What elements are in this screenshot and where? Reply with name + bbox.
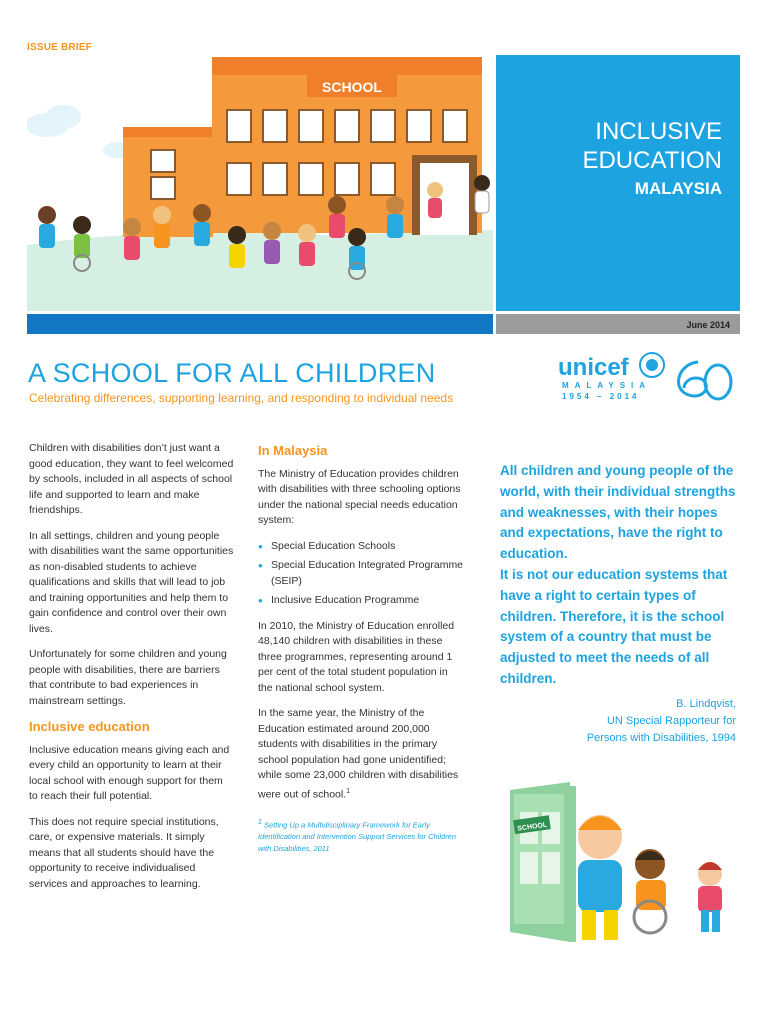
footnote-ref: 1 <box>346 787 351 795</box>
col1-paragraph-4: Inclusive education means giving each and every child an opportunity to learn at their local school with enough support for them to reach their full potential. <box>29 743 230 802</box>
col2-paragraph-3 <box>258 706 464 803</box>
unicef-wordmark: unicef <box>558 354 629 381</box>
heading-in-malaysia: In Malaysia <box>258 443 328 458</box>
unicef-logo <box>558 348 738 406</box>
blue-divider-bar <box>27 314 493 334</box>
col1-paragraph-1: Children with disabilities don’t just want a good education, they want to feel welcomed by schools, included in all aspects of school life and supported to learn and make friendships. <box>29 442 234 516</box>
quote-role-1: UN Special Rapporteur for <box>606 715 736 727</box>
pull-quote <box>500 461 736 690</box>
logo-country: MALAYSIA <box>562 381 652 390</box>
issue-brief-label: ISSUE BRIEF <box>27 42 92 53</box>
quote-attribution <box>500 696 736 747</box>
col2-paragraph-3-text: In the same year, the Ministry of the Education estimated around 200,000 students with disabilities in the primary school population had gone unidentified; while some 23,000 children with disabilities were out of school. <box>258 707 459 800</box>
school-sign: SCHOOL <box>322 79 382 95</box>
door-children-illustration <box>500 782 740 942</box>
quote-part-2: It is not our education systems that have a right to certain types of children. Therefore, it is the school system of a country that must be adjusted to meet the needs of all children. <box>500 566 728 686</box>
issue-date: June 2014 <box>686 320 730 330</box>
title-line-2: EDUCATION <box>582 147 722 174</box>
column-middle <box>258 443 464 855</box>
page-title: A SCHOOL FOR ALL CHILDREN <box>28 358 436 388</box>
quote-part-1: All children and young people of the world, with their individual strengths and weaknesses, with their hopes and expectations, have the right to education. <box>500 463 736 562</box>
col1-paragraph-5: This does not require special institutions, care, or expensive materials. It simply means that all students should have the opportunity to receive individualised services and approaches to learning. <box>29 815 219 890</box>
title-country: MALAYSIA <box>634 179 722 198</box>
list-item: ● Special Education Integrated Programme (SEIP) <box>258 558 464 589</box>
footnote-title: Setting Up a Multidisciplinary Framework for Early Identification and Intervention Support Services for Children with Disabilities <box>258 820 457 853</box>
page-subtitle: Celebrating differences, supporting learning, and responding to individual needs <box>29 391 454 405</box>
footnote-number: 1 <box>258 818 262 826</box>
column-left <box>29 441 234 902</box>
door-sign: SCHOOL <box>516 821 548 833</box>
schooling-options-list <box>258 539 464 609</box>
col1-paragraph-2: In all settings, children and young people with disabilities want the same opportunities as non-disabled students to achieve qualifications and skills that will lead to job and training opportunities and help them to gain confidence and control over their own lives. <box>29 529 234 635</box>
quote-role-2: Persons with Disabilities, 1994 <box>586 732 736 744</box>
heading-inclusive-education: Inclusive education <box>29 719 150 734</box>
col2-paragraph-1: The Ministry of Education provides children with disabilities with three schooling options under the national special needs education system: <box>258 467 461 526</box>
title-line-1: INCLUSIVE <box>595 118 722 145</box>
list-item: ● Inclusive Education Programme <box>258 593 464 609</box>
col2-paragraph-2: In 2010, the Ministry of Education enrolled 48,140 children with disabilities in these three programmes, representing around 1 per cent of the total student population in the national school system. <box>258 619 455 694</box>
anniversary-60-mark <box>679 362 731 399</box>
list-item: ● Special Education Schools <box>258 539 464 555</box>
col1-paragraph-3: Unfortunately for some children and young people with disabilities, there are barriers that contribute to bad experiences in mainstream settings. <box>29 648 227 707</box>
logo-years: 1954 – 2014 <box>562 392 640 401</box>
footnote-year: , 2011 <box>309 844 330 853</box>
footnote <box>258 817 464 856</box>
school-illustration <box>27 55 493 311</box>
quote-author: B. Lindqvist, <box>676 698 736 710</box>
